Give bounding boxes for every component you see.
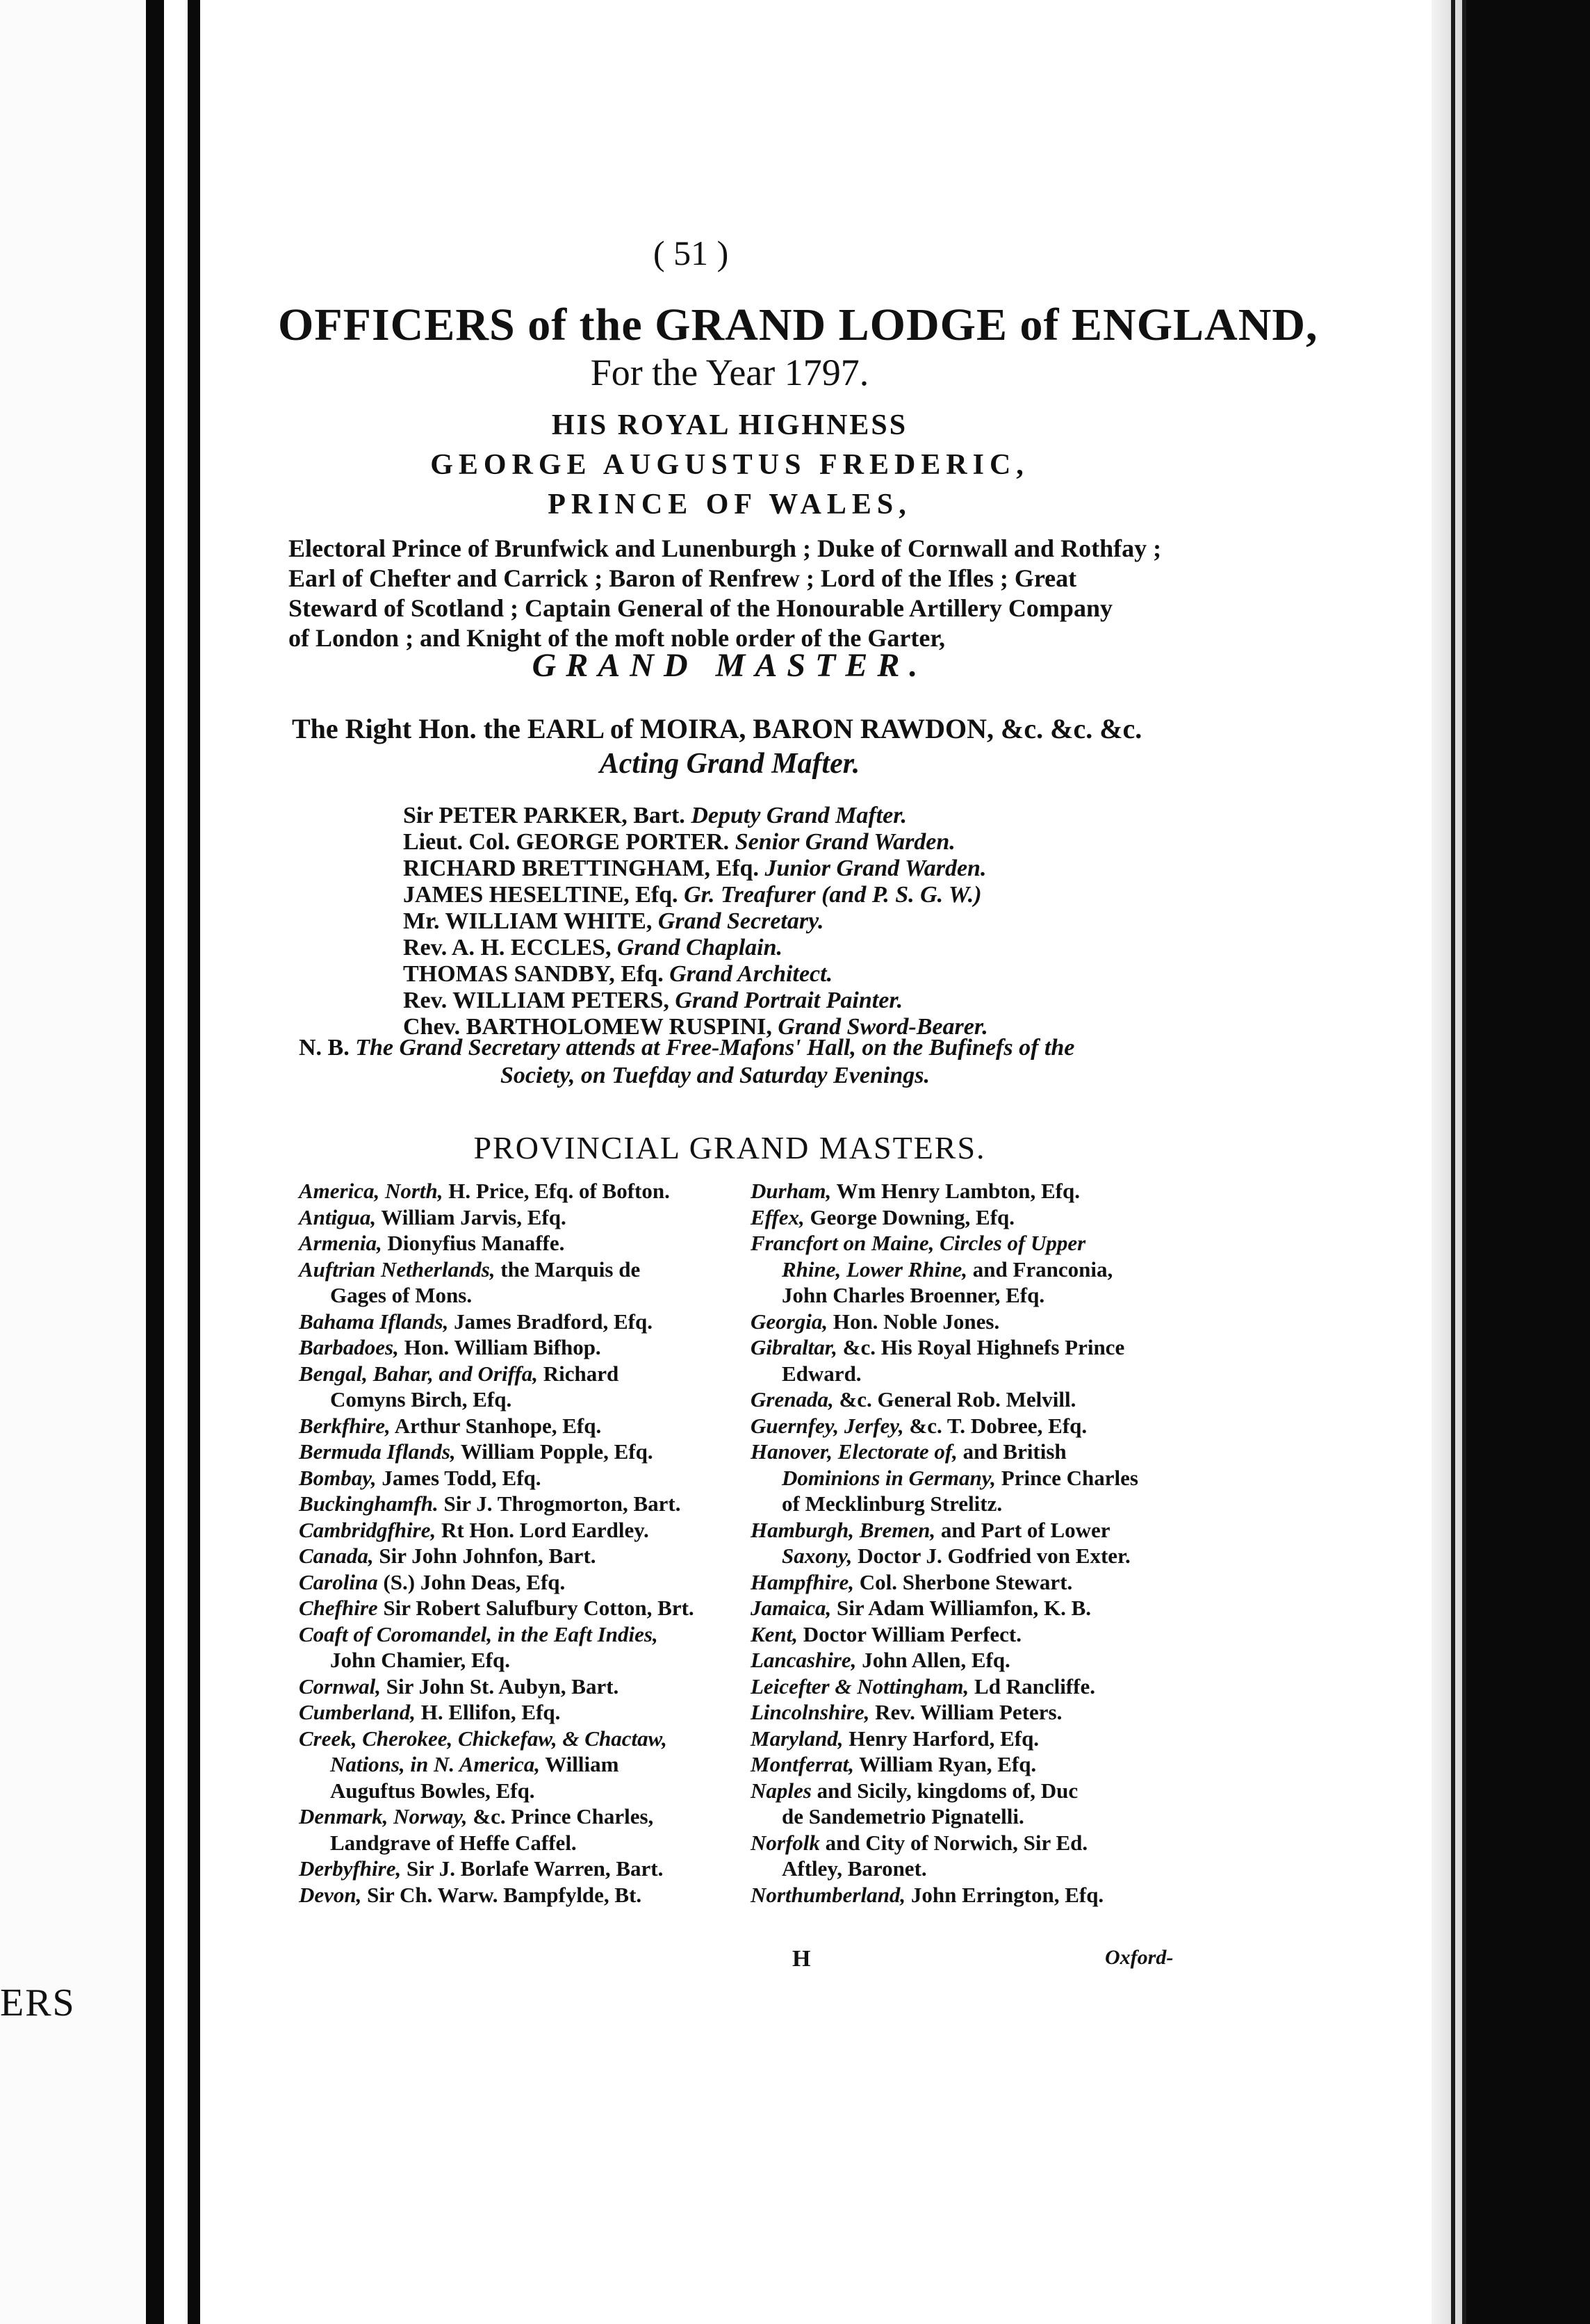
entry-place: Hanover, Electorate of, <box>751 1439 958 1464</box>
entry-place: Guernfey, Jerfey, <box>751 1413 904 1438</box>
provincial-entry <box>751 1595 1195 1621</box>
titles-line: Earl of Chefter and Carrick ; Baron of Renfrew ; Lord of the Ifles ; Great <box>288 564 1077 592</box>
officer-name: JAMES HESELTINE, Efq. <box>403 882 678 908</box>
entry-place: Armenia, <box>299 1231 382 1255</box>
binding-gutter-edge <box>188 0 200 2324</box>
entry-holder: Henry Harford, Efq. <box>843 1726 1040 1751</box>
entry-place: Derbyfhire, <box>299 1856 402 1881</box>
provincial-entry <box>751 1830 1195 1856</box>
entry-holder: and Part of Lower <box>935 1517 1110 1542</box>
officer-name: Rev. WILLIAM PETERS, <box>403 988 669 1013</box>
year-line: For the Year 1797. <box>590 352 869 393</box>
previous-page-sliver <box>0 0 146 2324</box>
catchword: Oxford- <box>1105 1946 1174 1969</box>
provincial-entry <box>751 1882 1195 1908</box>
entry-holder: Col. Sherbone Stewart. <box>853 1569 1073 1594</box>
officer-name: RICHARD BRETTINGHAM, Efq. <box>403 856 759 881</box>
provincial-entry <box>751 1647 1195 1674</box>
entry-holder: Dionyfius Manaffe. <box>382 1231 565 1255</box>
provincial-entry <box>751 1178 1195 1204</box>
entry-holder: Wm Henry Lambton, Efq. <box>831 1179 1080 1203</box>
binding-gutter-shadow <box>146 0 164 2324</box>
scan-background-right <box>1466 0 1590 2324</box>
entry-holder: Arthur Stanhope, Efq. <box>390 1413 602 1438</box>
entry-holder: H. Price, Efq. of Bofton. <box>443 1179 670 1203</box>
entry-place: Auftrian Netherlands, <box>299 1257 495 1282</box>
entry-holder: and Franconia, <box>967 1257 1113 1282</box>
provincial-entry <box>299 1439 733 1465</box>
officer-entry <box>403 908 988 935</box>
provincial-heading: PROVINCIAL GRAND MASTERS. <box>473 1130 986 1165</box>
titles-line: Steward of Scotland ; Captain General of the Honourable Artillery Company <box>288 594 1113 622</box>
entry-holder: Edward. <box>782 1361 862 1386</box>
provincial-entry <box>299 1569 733 1596</box>
entry-holder: Ld Rancliffe. <box>969 1674 1095 1699</box>
provincial-right-column <box>751 1178 1195 1908</box>
provincial-entry <box>751 1439 1195 1465</box>
provincial-entry <box>751 1543 1195 1569</box>
provincial-entry <box>299 1361 733 1387</box>
entry-holder: Auguftus Bowles, Efq. <box>330 1778 535 1803</box>
officer-name: THOMAS SANDBY, Efq. <box>403 961 664 987</box>
officer-role: Gr. Treafurer (and P. S. G. W.) <box>684 882 982 908</box>
provincial-entry <box>299 1856 733 1882</box>
entry-holder: John Allen, Efq. <box>856 1648 1010 1672</box>
officer-role: Senior Grand Warden. <box>735 829 956 855</box>
provincial-entry <box>751 1674 1195 1700</box>
entry-place: Georgia, <box>751 1309 828 1334</box>
provincial-entry <box>751 1309 1195 1335</box>
entry-holder: Gages of Mons. <box>330 1283 473 1307</box>
entry-place: Francfort on Maine, Circles of Upper <box>751 1231 1086 1255</box>
entry-holder: Aftley, Baronet. <box>782 1856 927 1881</box>
provincial-entry <box>299 1830 733 1856</box>
page-edge-line <box>1451 0 1455 2324</box>
provincial-entry <box>751 1751 1195 1778</box>
entry-holder: Richard <box>537 1361 619 1386</box>
entry-holder: James Bradford, Efq. <box>448 1309 653 1334</box>
entry-holder: William <box>540 1752 619 1776</box>
provincial-entry <box>299 1674 733 1700</box>
provincial-entry <box>751 1413 1195 1439</box>
acting-grand-master-name: The Right Hon. the EARL of MOIRA, BARON RAWDON, &c. &c. &c. <box>292 713 1142 744</box>
entry-holder: &c. His Royal Highnefs Prince <box>837 1335 1125 1359</box>
entry-holder: William Popple, Efq. <box>455 1439 653 1464</box>
provincial-entry <box>751 1386 1195 1413</box>
entry-holder: H. Ellifon, Efq. <box>415 1700 561 1724</box>
titles-line: of London ; and Knight of the moft noble order of the Garter, <box>288 624 945 652</box>
provincial-entry <box>299 1491 733 1517</box>
officer-role: Grand Secretary. <box>657 908 824 934</box>
provincial-entry <box>299 1726 733 1752</box>
provincial-entry <box>299 1204 733 1231</box>
entry-place: Nations, in N. America, <box>330 1752 540 1776</box>
entry-holder: Doctor J. Godfried von Exter. <box>852 1544 1131 1568</box>
provincial-entry <box>751 1699 1195 1726</box>
provincial-entry <box>299 1465 733 1491</box>
entry-holder: Sir J. Throgmorton, Bart. <box>438 1491 681 1516</box>
entry-holder: Sir Adam Williamfon, K. B. <box>831 1596 1092 1620</box>
officer-entry <box>403 803 988 829</box>
officer-name: Chev. BARTHOLOMEW RUSPINI, <box>403 1014 772 1040</box>
entry-place: Rhine, Lower Rhine, <box>782 1257 967 1282</box>
page-title: OFFICERS of the GRAND LODGE of ENGLAND, <box>278 300 1318 350</box>
provincial-entry <box>751 1282 1195 1309</box>
entry-place: Devon, <box>299 1882 362 1907</box>
grand-master-office: GRAND MASTER. <box>532 647 928 684</box>
entry-holder: Hon. William Bifhop. <box>398 1335 601 1359</box>
entry-holder: and City of Norwich, Sir Ed. <box>819 1830 1088 1855</box>
provincial-entry <box>299 1386 733 1413</box>
entry-holder: George Downing, Efq. <box>804 1204 1015 1229</box>
entry-holder: de Sandemetrio Pignatelli. <box>782 1804 1024 1828</box>
provincial-entry <box>299 1334 733 1361</box>
entry-holder: William Ryan, Efq. <box>854 1752 1037 1776</box>
provincial-entry <box>751 1465 1195 1491</box>
entry-place: Bahama Iflands, <box>299 1309 449 1334</box>
entry-place: Buckinghamfh. <box>299 1491 439 1516</box>
entry-place: Denmark, Norway, <box>299 1804 468 1828</box>
officer-entry <box>403 961 988 988</box>
entry-place: Saxony, <box>782 1544 853 1568</box>
provincial-entry <box>751 1334 1195 1361</box>
previous-page-fragment: ERS <box>0 1981 76 2024</box>
officer-name: Lieut. Col. GEORGE PORTER. <box>403 829 730 855</box>
entry-holder: Sir J. Borlafe Warren, Bart. <box>401 1856 664 1881</box>
provincial-entry <box>299 1882 733 1908</box>
provincial-entry <box>751 1361 1195 1387</box>
officers-list <box>403 803 988 1040</box>
entry-place: Berkfhire, <box>299 1413 391 1438</box>
nota-bene <box>299 1034 1174 1090</box>
entry-holder: &c. Prince Charles, <box>467 1804 654 1828</box>
entry-place: Lincolnshire, <box>751 1700 870 1724</box>
entry-place: Carolina <box>299 1569 378 1594</box>
nota-bene-text: The Grand Secretary attends at Free-Mafons' Hall, on the Bufinefs of the <box>355 1035 1075 1061</box>
entry-place: America, North, <box>299 1179 443 1203</box>
provincial-entry <box>299 1517 733 1544</box>
provincial-entry <box>751 1778 1195 1804</box>
provincial-entry <box>751 1803 1195 1830</box>
entry-place: Maryland, <box>751 1726 844 1751</box>
entry-place: Bermuda Iflands, <box>299 1439 456 1464</box>
entry-holder: and Sicily, kingdoms of, Duc <box>811 1778 1079 1803</box>
entry-holder: the Marquis de <box>495 1257 641 1282</box>
provincial-entry <box>299 1282 733 1309</box>
provincial-entry <box>299 1647 733 1674</box>
provincial-entry <box>299 1699 733 1726</box>
entry-holder: Prince Charles <box>996 1465 1138 1490</box>
officer-name: Rev. A. H. ECCLES, <box>403 935 612 960</box>
officer-role: Grand Portrait Painter. <box>675 988 903 1013</box>
entry-place: Antigua, <box>299 1204 377 1229</box>
provincial-entry <box>751 1856 1195 1882</box>
nota-bene-text: Society, on Tuefday and Saturday Evenings. <box>500 1063 930 1088</box>
page-edge-line <box>1462 0 1466 2324</box>
entry-place: Gibraltar, <box>751 1335 837 1359</box>
entry-holder: &c. General Rob. Melvill. <box>833 1387 1076 1411</box>
entry-holder: &c. T. Dobree, Efq. <box>903 1413 1088 1438</box>
entry-holder: Doctor William Perfect. <box>798 1621 1022 1646</box>
nota-bene-prefix: N. B. <box>299 1035 350 1061</box>
entry-place: Barbadoes, <box>299 1335 399 1359</box>
entry-place: Montferrat, <box>751 1752 854 1776</box>
provincial-entry <box>751 1230 1195 1257</box>
officer-entry <box>403 856 988 882</box>
entry-place: Cornwal, <box>299 1674 382 1699</box>
officer-name: Mr. WILLIAM WHITE, <box>403 908 653 934</box>
provincial-entry <box>299 1595 733 1621</box>
provincial-entry <box>751 1621 1195 1648</box>
entry-holder: Rt Hon. Lord Eardley. <box>436 1517 649 1542</box>
entry-holder: Rev. William Peters. <box>869 1700 1063 1724</box>
officer-entry <box>403 935 988 961</box>
entry-holder: of Mecklinburg Strelitz. <box>782 1491 1003 1516</box>
entry-place: Naples <box>751 1778 812 1803</box>
grand-master-honorific: HIS ROYAL HIGHNESS <box>551 409 908 441</box>
entry-holder: (S.) John Deas, Efq. <box>377 1569 566 1594</box>
entry-place: Hampfhire, <box>751 1569 854 1594</box>
printer-signature: H <box>792 1946 811 1972</box>
provincial-entry <box>299 1178 733 1204</box>
entry-place: Hamburgh, Bremen, <box>751 1517 936 1542</box>
provincial-entry <box>751 1569 1195 1596</box>
entry-place: Northumberland, <box>751 1882 906 1907</box>
entry-holder: Hon. Noble Jones. <box>828 1309 1000 1334</box>
officer-role: Deputy Grand Mafter. <box>691 803 908 828</box>
nota-bene-line <box>299 1034 1174 1062</box>
provincial-entry <box>751 1726 1195 1752</box>
entry-place: Dominions in Germany, <box>782 1465 997 1490</box>
entry-place: Coaft of Coromandel, in the Eaft Indies, <box>299 1621 658 1646</box>
entry-holder: Landgrave of Heffe Caffel. <box>330 1830 577 1855</box>
entry-place: Leicefter & Nottingham, <box>751 1674 969 1699</box>
provincial-entry <box>299 1413 733 1439</box>
binding-gutter-gap <box>164 0 188 2324</box>
entry-place: Cumberland, <box>299 1700 416 1724</box>
entry-place: Chefhire <box>299 1596 378 1620</box>
entry-place: Durham, <box>751 1179 832 1203</box>
provincial-entry <box>299 1257 733 1283</box>
provincial-entry <box>299 1309 733 1335</box>
entry-holder: Sir John Johnfon, Bart. <box>373 1544 596 1568</box>
provincial-entry <box>299 1543 733 1569</box>
grand-master-name: GEORGE AUGUSTUS FREDERIC, <box>430 449 1029 481</box>
provincial-entry <box>299 1230 733 1257</box>
officer-role: Grand Architect. <box>669 961 833 987</box>
officer-entry <box>403 829 988 856</box>
entry-place: Jamaica, <box>751 1596 832 1620</box>
entry-holder: Sir Robert Salufbury Cotton, Brt. <box>377 1596 694 1620</box>
officer-role: Junior Grand Warden. <box>764 856 987 881</box>
officer-name: Sir PETER PARKER, Bart. <box>403 803 685 828</box>
entry-place: Effex, <box>751 1204 805 1229</box>
entry-place: Cambridgfhire, <box>299 1517 436 1542</box>
entry-place: Lancashire, <box>751 1648 857 1672</box>
entry-holder: Sir Ch. Warw. Bampfylde, Bt. <box>361 1882 642 1907</box>
entry-holder: and British <box>957 1439 1067 1464</box>
officer-entry <box>403 988 988 1014</box>
provincial-entry <box>751 1257 1195 1283</box>
entry-place: Creek, Cherokee, Chickefaw, & Chactaw, <box>299 1726 667 1751</box>
officer-role: Grand Sword-Bearer. <box>778 1014 988 1040</box>
entry-holder: William Jarvis, Efq. <box>376 1204 566 1229</box>
officer-entry <box>403 882 988 908</box>
entry-place: Grenada, <box>751 1387 834 1411</box>
officer-role: Grand Chaplain. <box>616 935 783 960</box>
provincial-entry <box>299 1778 733 1804</box>
provincial-entry <box>299 1803 733 1830</box>
provincial-left-column <box>299 1178 733 1908</box>
page-number: ( 51 ) <box>653 234 729 272</box>
entry-holder: John Errington, Efq. <box>905 1882 1104 1907</box>
provincial-entry <box>751 1517 1195 1544</box>
entry-holder: John Charles Broenner, Efq. <box>782 1283 1045 1307</box>
entry-place: Canada, <box>299 1544 374 1568</box>
entry-holder: Comyns Birch, Efq. <box>330 1387 512 1411</box>
provincial-entry <box>751 1204 1195 1231</box>
entry-holder: John Chamier, Efq. <box>330 1648 510 1672</box>
entry-holder: James Todd, Efq. <box>376 1465 541 1490</box>
titles-line: Electoral Prince of Brunfwick and Lunenburgh ; Duke of Cornwall and Rothfay ; <box>288 534 1162 562</box>
entry-place: Bombay, <box>299 1465 377 1490</box>
entry-place: Kent, <box>751 1621 798 1646</box>
acting-grand-master-office: Acting Grand Mafter. <box>599 748 860 780</box>
grand-master-title: PRINCE OF WALES, <box>548 489 912 521</box>
entry-place: Norfolk <box>751 1830 820 1855</box>
provincial-entry <box>751 1491 1195 1517</box>
provincial-entry <box>299 1751 733 1778</box>
entry-place: Bengal, Bahar, and Oriffa, <box>299 1361 538 1386</box>
provincial-entry <box>299 1621 733 1648</box>
entry-holder: Sir John St. Aubyn, Bart. <box>381 1674 619 1699</box>
grand-master-titles <box>288 534 1178 653</box>
